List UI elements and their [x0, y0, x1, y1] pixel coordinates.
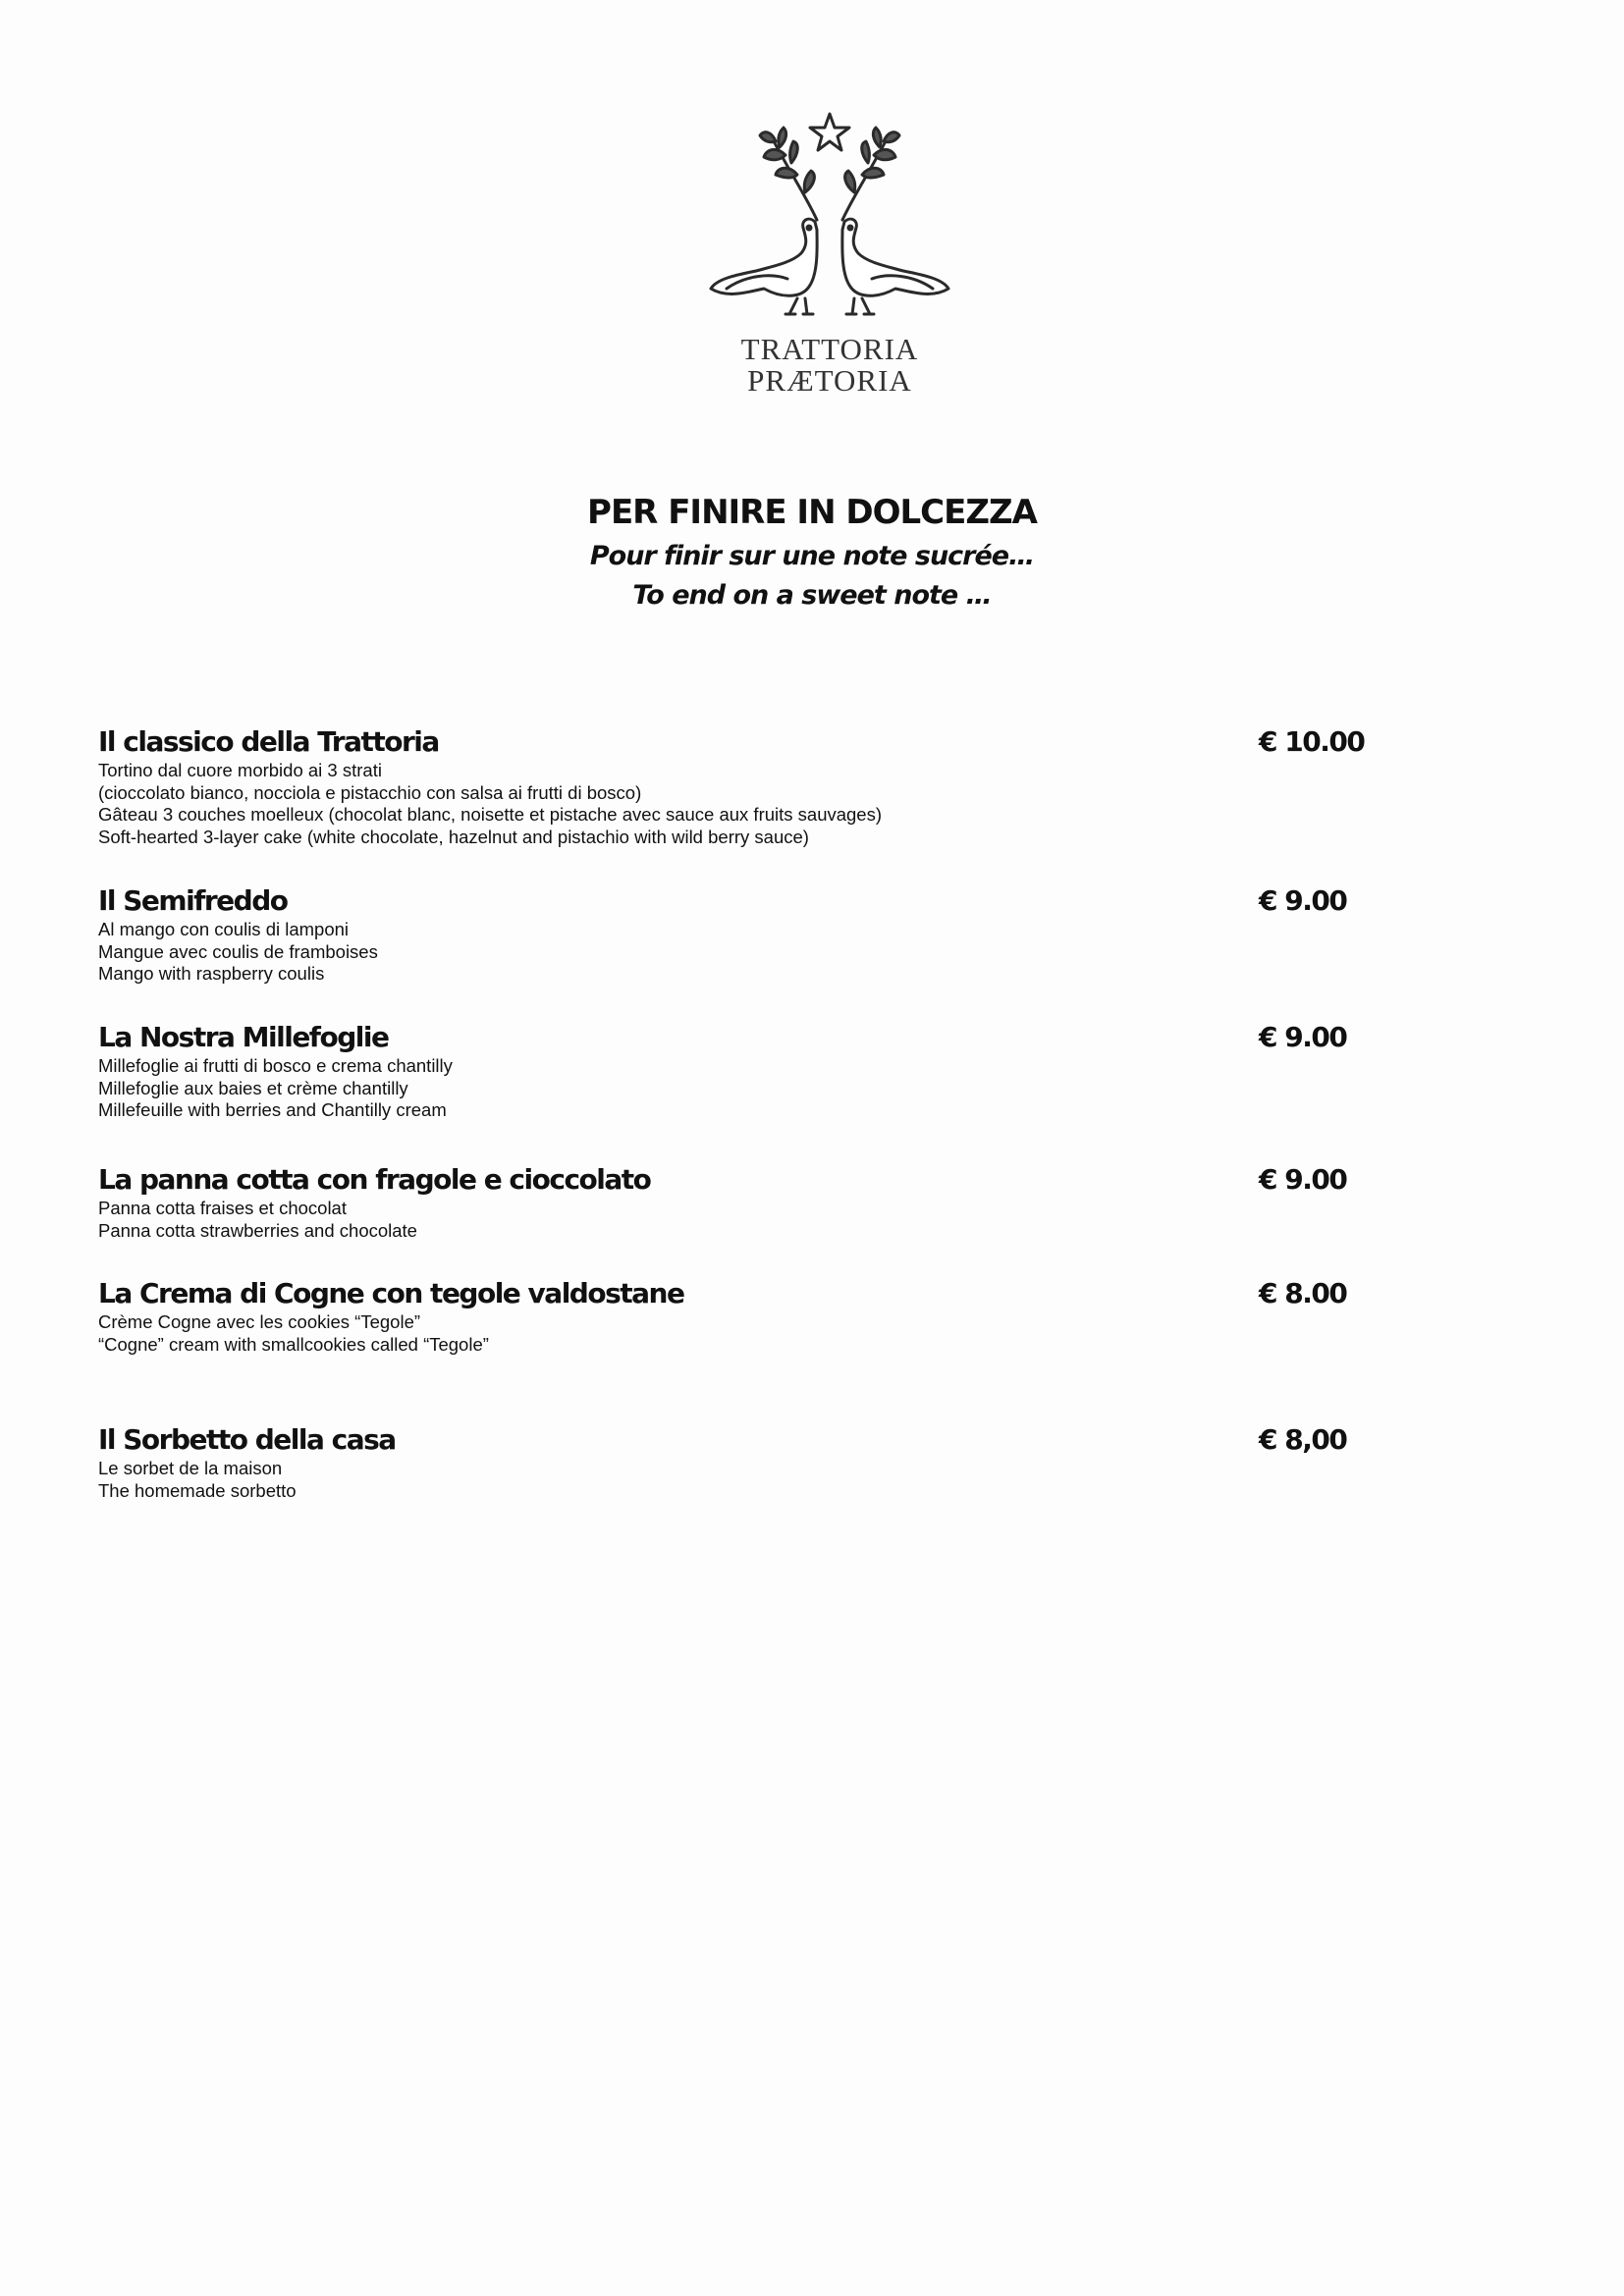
menu-item-desc-line: Panna cotta fraises et chocolat — [98, 1198, 347, 1218]
menu-item-desc-line: Mangue avec coulis de framboises — [98, 940, 378, 962]
section-subtitle-en: To end on a sweet note … — [632, 580, 992, 611]
menu-item-desc-line: Panna cotta strawberries and chocolate — [98, 1219, 417, 1241]
menu-item-desc-line: Millefoglie aux baies et crème chantilly — [98, 1077, 408, 1098]
menu-item — [98, 883, 1375, 986]
menu-item-price: € 8,00 — [1259, 1423, 1347, 1456]
menu-item-price: € 9.00 — [1259, 1163, 1347, 1196]
menu-item-desc-line: Al mango con coulis di lamponi — [98, 919, 350, 939]
menu-item-name: Il classico della Trattoria — [98, 725, 439, 758]
menu-item-name: La Nostra Millefoglie — [98, 1021, 389, 1053]
menu-item-desc-line: Le sorbet de la maison — [98, 1458, 283, 1478]
menu-item-desc-line: “Cogne” cream with smallcookies called “Tegole” — [98, 1333, 489, 1355]
menu-item — [98, 1020, 1375, 1122]
menu-item — [98, 1162, 1375, 1242]
menu-item-name: Il Semifreddo — [98, 884, 288, 917]
doves-emblem-icon — [707, 106, 952, 322]
menu-item-name: La panna cotta con fragole e cioccolato — [98, 1163, 651, 1196]
menu-item-desc-line: Tortino dal cuore morbido ai 3 strati — [98, 760, 382, 780]
menu-item-desc-line: Millefoglie ai frutti di bosco e crema chantilly — [98, 1055, 453, 1076]
menu-item-desc-line: The homemade sorbetto — [98, 1479, 297, 1501]
menu-item-price: € 8.00 — [1259, 1277, 1347, 1309]
section-subtitle-fr: Pour finir sur une note sucrée… — [589, 541, 1035, 571]
menu-item-desc-line: Crème Cogne avec les cookies “Tegole” — [98, 1311, 421, 1332]
menu-item-desc-line: Soft-hearted 3-layer cake (white chocolate, hazelnut and pistachio with wild berry sauce) — [98, 826, 809, 847]
section-title: PER FINIRE IN DOLCEZZA — [587, 493, 1037, 532]
restaurant-logo — [707, 106, 952, 400]
menu-item-price: € 9.00 — [1259, 1021, 1347, 1053]
menu-item-name: Il Sorbetto della casa — [98, 1423, 396, 1456]
restaurant-name-line1: TRATTORIA — [740, 332, 919, 366]
menu-item-desc-line: Mango with raspberry coulis — [98, 963, 325, 984]
menu-item-price: € 10.00 — [1259, 725, 1365, 758]
menu-item-desc-line: Millefeuille with berries and Chantilly cream — [98, 1099, 447, 1120]
menu-item-name: La Crema di Cogne con tegole valdostane — [98, 1277, 684, 1309]
menu-item — [98, 724, 1375, 848]
menu-item-price: € 9.00 — [1259, 884, 1347, 917]
menu-item-desc-line: Gâteau 3 couches moelleux (chocolat blanc, noisette et pistache avec sauce aux fruits sauvages) — [98, 804, 883, 825]
menu-item — [98, 1422, 1375, 1502]
menu-item — [98, 1276, 1375, 1356]
restaurant-name-line2: PRÆTORIA — [747, 363, 912, 398]
menu-item-desc-line: (cioccolato bianco, nocciola e pistacchio con salsa ai frutti di bosco) — [98, 781, 642, 803]
